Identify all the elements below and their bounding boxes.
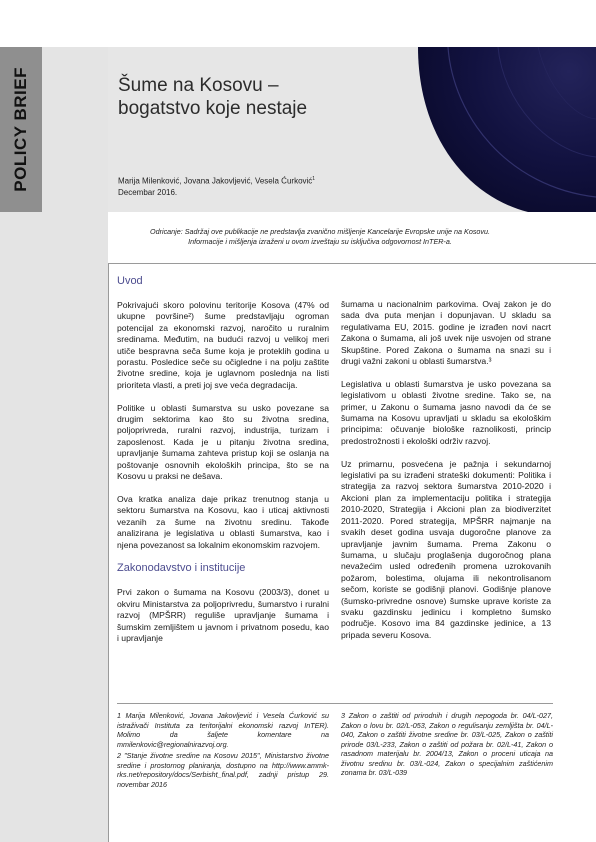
left-column: [117, 275, 329, 656]
content-top-rule: [108, 263, 596, 264]
authors-footnote-mark: 1: [312, 176, 316, 182]
policy-brief-tab: [0, 47, 42, 212]
section-heading-zakonodavstvo: Zakonodavstvo i institucije: [117, 562, 246, 575]
right-column: [341, 299, 551, 653]
publication-date: Decembar 2016.: [118, 187, 178, 197]
footnote-2: 2 "Stanje životne sredine na Kosovu 2015", Ministarstvo životne sredine i prostornog planiranja, dostupno na http://www.ammk-rks.net/repository/docs/Serbisht_final.pdf, zadnji pristup 29. novembar 2016: [117, 751, 329, 789]
footnote-1: 1 Marija Milenković, Jovana Jakovljević i Vesela Ćurković su istraživači Instituta za teritorijalni ekonomski razvoj InTER). Molimo da šaljete komentare na mmilenkovic@regionalnirazvoj.org.: [117, 711, 329, 749]
authors-names: Marija Milenković, Jovana Jakovljević, Vesela Ćurković: [118, 176, 313, 186]
paragraph: šumama u nacionalnim parkovima. Ovaj zakon je do sada dva puta menjan i dopunjavan. U skladu sa regulativama EU, 2015. godine je izrađen novi nacrt Zakona o šumama, ali još uvek nije usvojen od strane Skupštine. Pored Zakona o šumama na snazi su i drugi važni zakoni u oblasti šumarstva.³: [341, 299, 551, 367]
paragraph: Legislativa u oblasti šumarstva je usko povezana sa legislativom u oblasti životne sredine. Tako se, na primer, u Zakonu o šumama jasno navodi da će se šumama na Kosovu upravljati u skladu sa ekološkim principima: očuvanje biološke raznolikosti, princip predostrožnosti i ekološki održiv razvoj.: [341, 378, 551, 446]
section-heading-uvod: Uvod: [117, 275, 143, 287]
paragraph: Pokrivajući skoro polovinu teritorije Kosova (47% od ukupne površine²) šume predstavljaju ogroman potencijal za ekonomski razvoj, naročito u ruralnim sredinama. Međutim, na budući razvoj u velikoj meri utiče bespravna seča šume koja je proteklih godina u porastu. Posledice seče su očigledne i na polju zaštite životne sredine, koja je uglavnom poslednja na listi prioriteta vlasti, a preti joj sve veća degradacija.: [117, 300, 329, 390]
paragraph: Politike u oblasti šumarstva su usko povezane sa drugim sektorima kao što su životna sredina, poljoprivreda, ruralni razvoj, industrija, turizam i zaposlenost. Kada je u pitanju životna sredina, upravljanje šumama zahteva pristup koji se oslanja na poštovanje osnovnih ekoloških principa, što se na Kosovu u praksi ne dešava.: [117, 402, 329, 482]
paragraph: Prvi zakon o šumama na Kosovu (2003/3), donet u okviru Ministarstva za poljoprivredu, šumarstvo i ruralni razvoj (MPŠRR) reguliše upravljanje šumama i šumskim zemljištem u javnom i privatnom posedu, kao i upravljanje: [117, 587, 329, 643]
footnotes-left: [117, 711, 329, 791]
footnotes-right: [341, 711, 553, 780]
title-line-1: Šume na Kosovu –: [118, 75, 279, 96]
page-title: [118, 74, 358, 120]
paragraph: Ova kratka analiza daje prikaz trenutnog stanja u sektoru šumarstva na Kosovu, kao i uticaj aktivnosti vezanih za šume na životnu sredinu. Takođe analizirana je legislativa u oblasti šumarstva, kao i njena povezanost sa lokalnim ekonomskim razvojem.: [117, 493, 329, 550]
disclaimer: [116, 227, 524, 247]
authors-block: [118, 174, 315, 198]
title-line-2: bogatstvo koje nestaje: [118, 98, 308, 119]
paragraph: Uz primarnu, posvećena je pažnja i sekundarnoj legislativi pa su izrađeni strateški dokumenti: Politika i strategija za razvoj sektora šumarstva 2010-2020 i Akcioni plan za implementaciju politika i strategija 2010-2020, Strategija i Akcioni plan za biodiverzitet 2011-2020. Pored strategija, MPŠRR najmanje na svakih deset godina usvaja dugoročne planove za upravljanje javnim šumama. Prema Zakonu o šumama, u slučaju proglašenja dugoročnog plana nevažećim usled određenih promena uzrokovanih požarom, bolestima, olujama ili nekontrolisanom sečom, koriste se godišnji planovi. Godišnje planove (šumsko-privredne osnove) šumske uprave koriste za svaku gazdinsku jedinicu i kompletno šumsko područje. Kosovo ima 84 gazdinske jedinice, a 13 pripada severu Kosova.: [341, 458, 551, 640]
authors-line: [118, 174, 315, 187]
footnote-3: 3 Zakon o zaštiti od prirodnih i drugih nepogoda br. 04/L-027, Zakon o lovu br. 02/L-053, Zakon o regulisanju zemljišta br. 04/L-040, Zakon o zaštiti životne sredine br. 03/L-025, Zakon o zaštiti prirode 03/L-233, Zakon o zaštiti od požara br. 02/L-41, Zakon o rasadnom materijalu br. 2004/13, Zakon o proceni uticaja na životnu sredinu br. 03/L-024, Zakon o specijalnim zaštićenim zonama br. 03/L-039: [341, 711, 553, 777]
disclaimer-line-2: Informacije i mišljenja izraženi u ovom izveštaju su isključiva odgovornost InTER-a.: [188, 237, 452, 246]
policy-brief-label: POLICY BRIEF: [11, 67, 30, 192]
footnote-rule: [117, 703, 553, 704]
header-decorative-graphic: [408, 47, 596, 212]
content-left-rule: [108, 263, 109, 842]
disclaimer-line-1: Odricanje: Sadržaj ove publikacije ne predstavlja zvanično mišljenje Kancelarije Evropske unije na Kosovu.: [150, 227, 490, 236]
